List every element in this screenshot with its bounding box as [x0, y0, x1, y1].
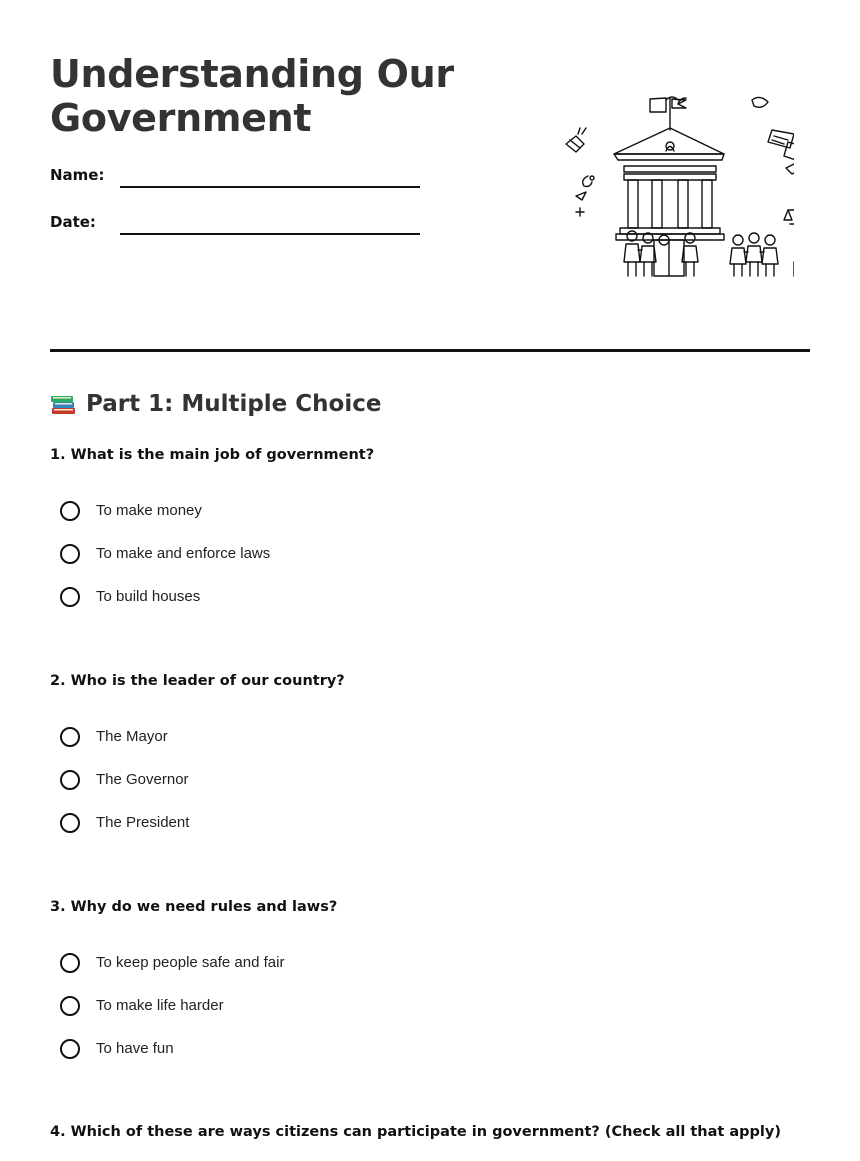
answer-label: To build houses	[96, 588, 201, 605]
radio-circle-icon[interactable]	[60, 587, 80, 607]
answer-label: To make and enforce laws	[96, 545, 271, 562]
date-field-row	[50, 211, 420, 237]
answer-option[interactable]	[60, 953, 284, 996]
answer-options	[60, 501, 270, 630]
radio-circle-icon[interactable]	[60, 996, 80, 1016]
radio-circle-icon[interactable]	[60, 953, 80, 973]
name-label: Name:	[50, 166, 105, 184]
name-field-row	[50, 164, 420, 190]
radio-circle-icon[interactable]	[60, 727, 80, 747]
books-icon	[50, 391, 77, 417]
answer-label: To make life harder	[96, 997, 224, 1014]
radio-circle-icon[interactable]	[60, 1039, 80, 1059]
government-building-with-children-icon	[562, 90, 794, 286]
radio-circle-icon[interactable]	[60, 770, 80, 790]
date-input-line[interactable]	[120, 233, 420, 235]
answer-option[interactable]	[60, 727, 189, 770]
part1-title: Part 1: Multiple Choice	[86, 391, 382, 417]
answer-label: To make money	[96, 502, 202, 519]
header-divider	[50, 349, 810, 352]
name-input-line[interactable]	[120, 186, 420, 188]
question-text: 4. Which of these are ways citizens can participate in government? (Check all that apply)	[50, 1124, 781, 1140]
answer-label: The Mayor	[96, 728, 168, 745]
radio-circle-icon[interactable]	[60, 813, 80, 833]
answer-option[interactable]	[60, 587, 270, 630]
answer-option[interactable]	[60, 544, 270, 587]
answer-option[interactable]	[60, 996, 284, 1039]
answer-options	[60, 953, 284, 1082]
answer-label: To keep people safe and fair	[96, 954, 285, 971]
radio-circle-icon[interactable]	[60, 544, 80, 564]
question-1	[50, 445, 810, 605]
question-text: 1. What is the main job of government?	[50, 447, 375, 463]
answer-option[interactable]	[60, 1039, 284, 1082]
answer-option[interactable]	[60, 501, 270, 544]
worksheet-title: Understanding Our Government	[50, 52, 454, 140]
answer-label: The President	[96, 814, 190, 831]
question-4	[50, 1122, 810, 1142]
part1-heading	[50, 388, 381, 420]
answer-option[interactable]	[60, 770, 189, 813]
answer-options	[60, 727, 189, 856]
question-2	[50, 671, 810, 831]
question-text: 2. Who is the leader of our country?	[50, 673, 345, 689]
answer-option[interactable]	[60, 813, 189, 856]
radio-circle-icon[interactable]	[60, 501, 80, 521]
question-text: 3. Why do we need rules and laws?	[50, 899, 338, 915]
answer-label: The Governor	[96, 771, 189, 788]
date-label: Date:	[50, 213, 96, 231]
answer-label: To have fun	[96, 1040, 174, 1057]
question-3	[50, 897, 810, 1057]
